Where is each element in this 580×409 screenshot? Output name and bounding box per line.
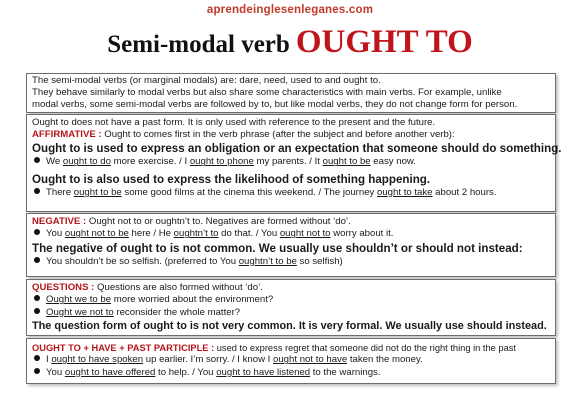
past-form-note: Ought to does not have a past form. It is only used with reference to the present and the future.: [32, 117, 436, 128]
bullet-icon: [34, 355, 40, 361]
bullet-icon: [34, 257, 40, 263]
past-participle-label: OUGHT TO + HAVE + PAST PARTICIPLE :: [32, 343, 215, 353]
likelihood-heading: Ought to is also used to express the likelihood of something happening.: [32, 173, 431, 186]
page-title: [0, 24, 580, 61]
site-name: aprendeinglesenleganes.com: [206, 4, 374, 16]
questions-intro: QUESTIONS : Questions are also formed without ‘do’.: [32, 282, 263, 293]
past-participle-intro: OUGHT TO + HAVE + PAST PARTICIPLE : used to express regret that someone did not do the right thing in the past: [32, 343, 516, 353]
list-item: We ought to do more exercise. / I ought to phone my parents. / It ought to be easy now.: [32, 156, 550, 169]
intro-box: [26, 73, 556, 113]
intro-line: The semi-modal verbs (or marginal modals) are: dare, need, used to and ought to.: [32, 75, 381, 86]
list-item: I ought to have spoken up earlier. I’m sorry. / I know I ought not to have taken the money.: [32, 354, 550, 367]
list-item: You ought not to be here / He oughtn’t to do that. / You ought not to worry about it.: [32, 228, 550, 241]
negative-heading: The negative of ought to is not common. We usually use shouldn’t or should not instead:: [32, 241, 523, 255]
title-part1: Semi-modal verb: [107, 31, 290, 58]
list-item: You shouldn’t be so selfish. (preferred to You oughtn’t to be so selfish): [32, 256, 550, 269]
bullet-icon: [34, 229, 40, 235]
list-item: Ought we not to reconsider the whole matter?: [32, 307, 550, 320]
bullet-icon: [34, 188, 40, 194]
bullet-icon: [34, 295, 40, 301]
bullet-icon: [34, 308, 40, 314]
affirmative-box: [26, 114, 562, 212]
intro-line: They behave similarly to modal verbs but also share some characteristics with main verbs. For example, unlike: [32, 87, 502, 99]
questions-label: QUESTIONS :: [32, 282, 95, 293]
list-item: Ought we to be more worried about the environment?: [32, 294, 550, 307]
questions-box: [26, 279, 556, 336]
intro-line: modal verbs, some semi-modal verbs are followed by to, but like modal verbs, they do not change form for person.: [32, 99, 518, 111]
list-item: You ought to have offered to help. / You ought to have listened to the warnings.: [32, 367, 550, 380]
bullet-icon: [34, 368, 40, 374]
affirmative-label: AFFIRMATIVE :: [32, 129, 102, 141]
past-participle-box: [26, 338, 556, 384]
questions-heading: The question form of ought to is not very common. It is very formal. We usually use should instead.: [32, 320, 547, 333]
list-item: There ought to be some good films at the cinema this weekend. / The journey ought to take about 2 hours.: [32, 187, 550, 200]
negative-box: [26, 213, 556, 277]
affirmative-intro: AFFIRMATIVE : Ought to comes first in the verb phrase (after the subject and before another verb):: [32, 129, 455, 141]
bullet-icon: [34, 157, 40, 163]
negative-intro: NEGATIVE : Ought not to or oughtn’t to. Negatives are formed without ‘do’.: [32, 216, 351, 227]
title-part2: OUGHT TO: [295, 24, 473, 60]
obligation-heading: Ought to is used to express an obligation or an expectation that someone should do something.: [32, 142, 562, 156]
negative-label: NEGATIVE :: [32, 216, 87, 227]
